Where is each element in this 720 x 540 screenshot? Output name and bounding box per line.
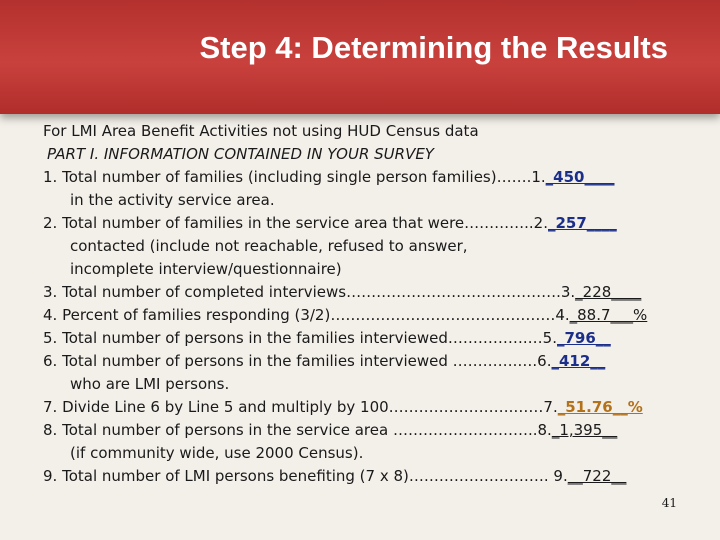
- item-text: 5. Total number of persons in the families interviewed…………….…5.: [43, 329, 557, 347]
- list-item: [43, 166, 693, 212]
- item-answer: _257____: [548, 214, 617, 232]
- list-item: [43, 350, 693, 396]
- item-answer: _228____: [575, 283, 642, 301]
- list-item: [43, 419, 693, 465]
- item-answer: _51.76__%: [557, 398, 643, 416]
- item-text: 7. Divide Line 6 by Line 5 and multiply by 100…………………….……7.: [43, 398, 558, 416]
- item-text: 9. Total number of LMI persons benefiting (7 x 8)………………………. 9.: [43, 467, 568, 485]
- list-item: [43, 212, 693, 281]
- survey-worksheet: [43, 120, 693, 488]
- item-continuation: (if community wide, use 2000 Census).: [70, 444, 364, 462]
- list-item: [43, 281, 693, 304]
- item-answer: _412__: [551, 352, 606, 370]
- slide-title: Step 4: Determining the Results: [199, 30, 668, 65]
- item-text: 4. Percent of families responding (3/2)………………………………………4.: [43, 306, 570, 324]
- item-text: 2. Total number of families in the service area that were…………..2.: [43, 214, 548, 232]
- item-answer: __722__: [567, 467, 627, 485]
- item-continuation: in the activity service area.: [70, 191, 275, 209]
- item-answer: _450____: [545, 168, 615, 186]
- item-text: 3. Total number of completed interviews…………………………………….3.: [43, 283, 576, 301]
- item-continuation: incomplete interview/questionnaire): [70, 260, 342, 278]
- item-text: 6. Total number of persons in the families interviewed ………….….6.: [43, 352, 552, 370]
- list-item: [43, 327, 693, 350]
- title-banner: [0, 0, 720, 114]
- intro-line: For LMI Area Benefit Activities not using HUD Census data: [43, 122, 479, 140]
- item-text: 1. Total number of families (including single person families)…….1.: [43, 168, 546, 186]
- list-item: [43, 304, 693, 327]
- item-answer: _1,395__: [551, 421, 618, 439]
- list-item: [43, 465, 693, 488]
- part-heading: PART I. INFORMATION CONTAINED IN YOUR SURVEY: [47, 145, 434, 163]
- item-answer: _88.7___%: [569, 306, 648, 324]
- item-continuation: who are LMI persons.: [70, 375, 230, 393]
- item-answer: _796__: [556, 329, 611, 347]
- page-number: 41: [661, 496, 677, 510]
- item-text: 8. Total number of persons in the service area ………………………..8.: [43, 421, 552, 439]
- list-item: [43, 396, 693, 419]
- item-continuation: contacted (include not reachable, refused to answer,: [70, 237, 468, 255]
